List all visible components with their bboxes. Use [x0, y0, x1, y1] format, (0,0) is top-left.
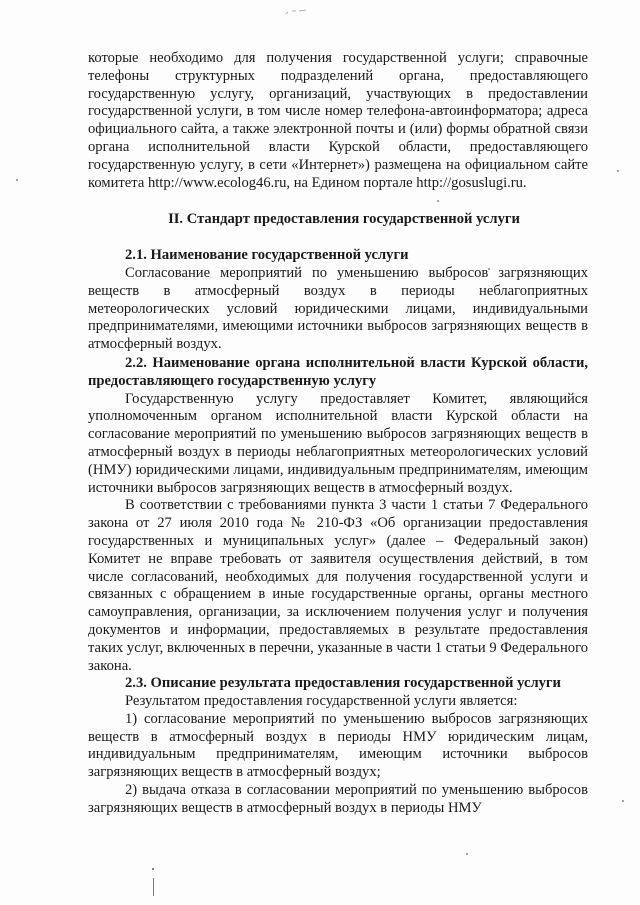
section-2-3-item-1: 1) согласование мероприятий по уменьшению выбросов загрязняющих веществ в атмосферный воздух в периоды НМУ юридическим лицам, индивидуальным предпринимателям, имеющим источники выбросов загрязняющих веществ в атмосферный воздух;	[88, 710, 588, 781]
section-2-1-heading: 2.1. Наименование государственной услуги	[125, 247, 409, 264]
section-2-3-heading: 2.3. Описание результата предоставления государственной услуги	[125, 675, 561, 692]
scan-speck-icon	[617, 170, 619, 172]
section-2-2-heading: 2.2. Наименование органа исполнительной власти Курской области, предоставляющего государственную услугу	[88, 354, 588, 389]
section-2-2-text-1: Государственную услугу предоставляет Комитет, являющийся уполномоченным органом исполнительной власти Курской области на согласование мероприятий по уменьшению выбросов загрязняющих веществ в атмосферный воздух в периоды неблагоприятных метеорологических условий (НМУ) юридическими лицами, индивидуальным предпринимателям, имеющим источники выбросов загрязняющих веществ в атмосферный воздух.	[88, 390, 588, 496]
section-2-2-text-2: В соответствии с требованиями пункта 3 части 1 статьи 7 Федерального закона от 27 июля 2010 года № 210-ФЗ «Об организации предоставления государственных и муниципальных услуг» (далее – Федеральный закон) Комитет не вправе требовать от заявителя осуществления действий, в том числе согласований, необходимых для получения государственной услуги и связанных с обращением в иные государственные органы, органы местного самоуправления, организации, за исключением получения услуг и получения документов и информации, предоставляемых в результате предоставления таких услуг, включенных в перечни, указанные в части 1 статьи 9 Федерального закона.	[88, 497, 588, 674]
section-2-3-item-2: 2) выдача отказа в согласовании мероприятий по уменьшению выбросов загрязняющих веществ в атмосферный воздух в периоды НМУ	[88, 782, 588, 816]
scan-line-icon	[153, 878, 154, 896]
document-body	[88, 50, 588, 818]
section-2-1-text: Согласование мероприятий по уменьшению выбросов загрязняющих веществ в атмосферный воздух в периоды неблагоприятных метеорологических условий юридическими лицами, индивидуальными предпринимателями, имеющими источники выбросов загрязняющих веществ в атмосферный воздух.	[88, 264, 588, 353]
scan-speck-icon	[622, 800, 624, 802]
section-2-3-lead: Результатом предоставления государственной услуги является:	[125, 693, 518, 710]
section-title: II. Стандарт предоставления государственной услуги	[168, 211, 520, 228]
intro-paragraph: которые необходимо для получения государственной услуги; справочные телефоны структурных подразделений органа, предоставляющего государственную услугу, организаций, участвующих в предоставлении государственной услуги, в том числе номер телефона-автоинформатора; адреса официального сайта, а также электронной почты и (или) формы обратной связи органа исполнительной власти Курской области, предоставляющего государственную услугу, в сети «Интернет») размещена на официальном сайте комитета http://www.ecolog46.ru, на Едином портале http://gosuslugi.ru.	[88, 50, 588, 191]
scan-speck-icon	[16, 179, 18, 181]
scan-speck-icon	[466, 853, 468, 855]
scan-speck-icon	[152, 868, 154, 870]
scan-mark-icon	[284, 8, 308, 16]
